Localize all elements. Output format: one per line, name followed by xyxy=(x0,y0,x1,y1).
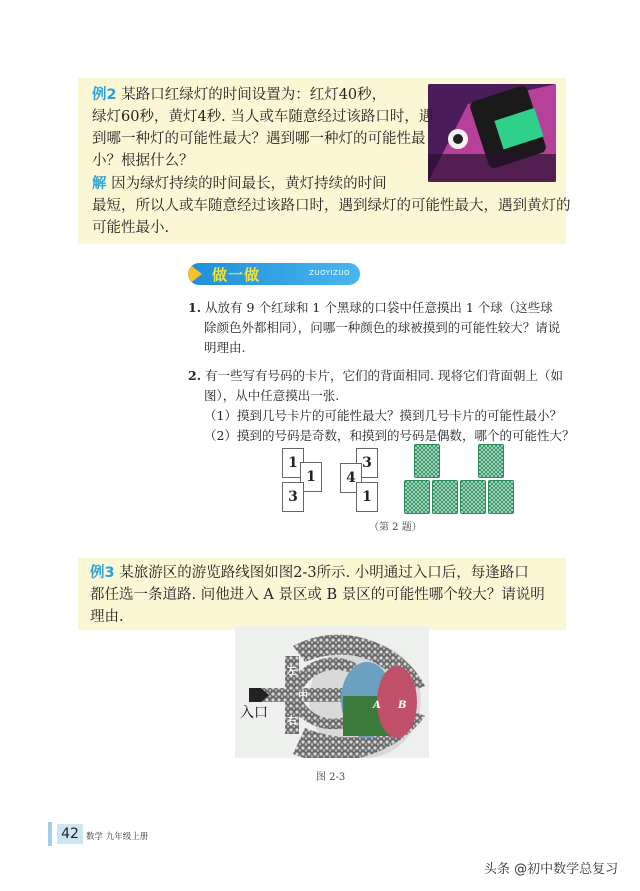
q1-line-3: 明理由. xyxy=(204,340,246,355)
q2-sub-2: （2）摸到的号码是奇数，和摸到的号码是偶数，哪个的可能性大？ xyxy=(204,428,575,443)
q1-number: 1. xyxy=(188,300,202,315)
tour-route-map xyxy=(235,626,429,758)
card-back xyxy=(404,480,430,514)
q2-line-1 xyxy=(188,366,563,386)
q1-text-1: 从放有 9 个红球和 1 个黑球的口袋中任意摸出 1 个球（这些球 xyxy=(205,300,553,315)
card-back xyxy=(414,444,440,478)
q2-figure-caption: （第 2 题） xyxy=(369,522,422,533)
traffic-light-photo xyxy=(428,84,556,182)
example-2-line-3: 到哪一种灯的可能性最大？遇到哪一种灯的可能性最 xyxy=(92,131,426,147)
watermark-text: 头条 @初中数学总复习 xyxy=(484,862,619,877)
book-title: 数学 九年级上册 xyxy=(86,832,149,842)
solution-line-1 xyxy=(92,173,387,195)
card-back xyxy=(478,444,504,478)
card-face: 1 xyxy=(300,462,322,492)
card-back xyxy=(460,480,486,514)
q2-line-2: 图），从中任意摸出一张. xyxy=(204,388,340,403)
example-3-line-1 xyxy=(90,562,529,584)
footer-accent-bar xyxy=(48,822,52,846)
example-2-line-4: 小？根据什么？ xyxy=(92,153,194,169)
card-face: 1 xyxy=(356,482,378,512)
q2-sub-1: （1）摸到几号卡片的可能性最大？摸到几号卡片的可能性最小？ xyxy=(204,408,562,423)
example-2-line-2: 绿灯60秒，黄灯4秒. 当人或车随意经过该路口时，遇 xyxy=(92,109,434,125)
route-left-label: 左 xyxy=(287,666,297,677)
activity-banner xyxy=(188,263,360,285)
example-2-text-1: 某路口红绿灯的时间设置为：红灯40秒， xyxy=(121,87,387,103)
route-middle-label: 中 xyxy=(298,691,308,702)
example-3-line-2: 都任选一条道路. 问他进入 A 景区或 B 景区的可能性哪个较大？请说明 xyxy=(90,587,545,603)
solution-text-1: 因为绿灯持续的时间最长，黄灯持续的时间 xyxy=(111,176,387,192)
card-back xyxy=(488,480,514,514)
activity-subtitle: ZUOYIZUO xyxy=(309,269,350,277)
q1-line-2: 除颜色外都相同），问哪一种颜色的球被摸到的可能性较大？请说 xyxy=(204,320,561,335)
activity-title: 做一做 xyxy=(212,266,261,284)
card-back xyxy=(432,480,458,514)
page-number: 42 xyxy=(57,824,83,844)
card-face: 1 xyxy=(282,448,304,478)
figure-caption: 图 2-3 xyxy=(316,772,346,783)
solution-label: 解 xyxy=(92,176,107,192)
example-3-line-3: 理由. xyxy=(90,609,124,625)
entrance-label: 入口 xyxy=(240,705,268,721)
route-right-label: 右 xyxy=(287,716,297,727)
solution-line-2: 最短，所以人或车随意经过该路口时，遇到绿灯的可能性最大，遇到黄灯的 xyxy=(92,198,571,214)
example-2-line-1 xyxy=(92,84,386,106)
example-3-text-1: 某旅游区的游览路线图如图2-3所示. 小明通过入口后，每逢路口 xyxy=(119,565,529,581)
q2-number: 2. xyxy=(188,368,202,383)
example-3-label: 例3 xyxy=(90,565,115,581)
area-b-label: B xyxy=(398,700,407,711)
card-face: 3 xyxy=(282,482,304,512)
card-face: 3 xyxy=(356,448,378,478)
solution-line-3: 可能性最小. xyxy=(92,220,170,236)
q1-line-1 xyxy=(188,298,553,318)
area-a-label: A xyxy=(373,700,381,711)
q2-text-1: 有一些写有号码的卡片，它们的背面相同. 现将它们背面朝上（如 xyxy=(205,368,563,383)
card-face: 4 xyxy=(340,463,362,493)
example-2-label: 例2 xyxy=(92,87,117,103)
banner-arrow-icon xyxy=(188,263,202,285)
